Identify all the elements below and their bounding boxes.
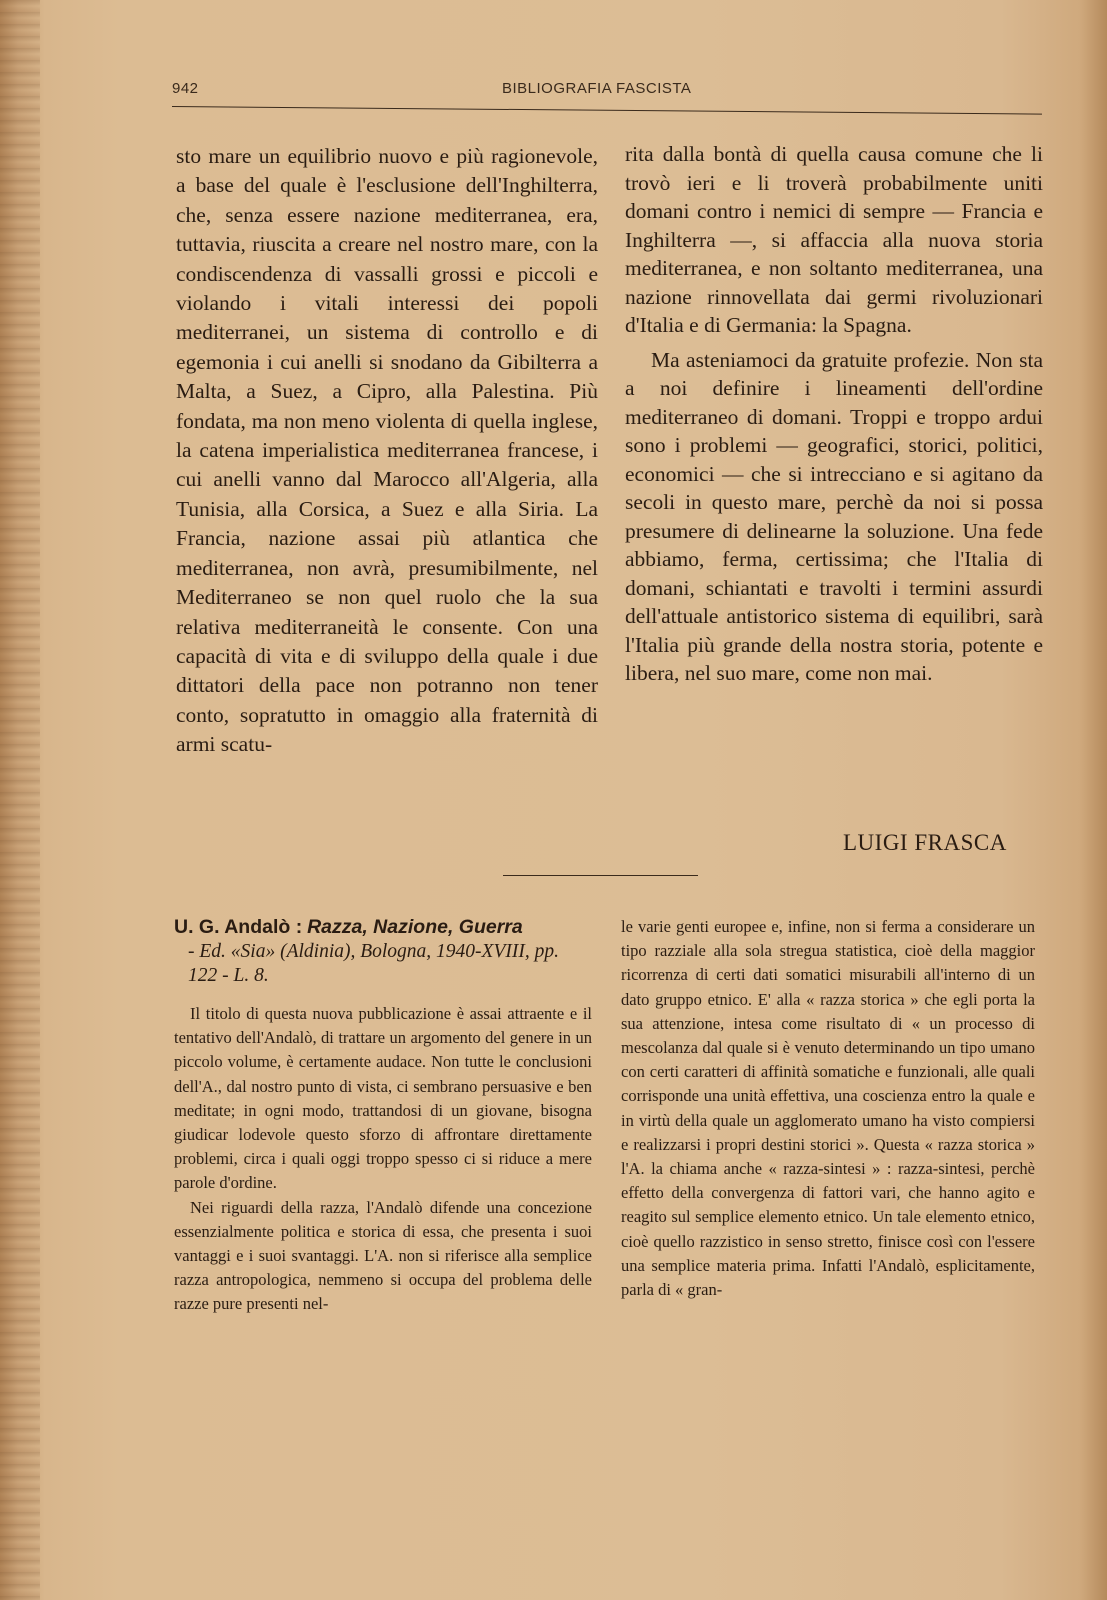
review-left-text: [174, 1002, 592, 1317]
section-divider: [503, 875, 698, 876]
bibliographic-entry: [174, 915, 592, 988]
review-paragraph-1: Il titolo di questa nuova pubblicazione è assai attraente e il tentativo dell'Andalò, di trattare un argomento del genere in un piccolo volume, è certamente audace. Non tutte le conclusioni dell'A., dal nostro punto di vista, ci sembrano persuasive e ben meditate; in ogni modo, trattandosi di un giovane, bisogna giudicar lodevole questo sforzo di affrontare direttamente problemi, circa i quali oggi troppo spesso ci si riduce a mere parole d'ordine.: [174, 1004, 592, 1193]
article1-left-column: [176, 142, 598, 760]
article1-left-text: sto mare un equilibrio nuovo e più ragionevole, a base del quale è l'esclusione dell'Inghilterra, che, senza essere nazione mediterranea, era, tuttavia, riuscita a creare nel nostro mare, con la condiscendenza di vassalli grossi e piccoli e violando i vitali interessi dei popoli mediterranei, un sistema di controllo e di egemonia i cui anelli si snodano da Gibilterra a Malta, a Suez, a Cipro, alla Palestina. Più fondata, ma non meno violenta di quella inglese, la catena imperialistica mediterranea francese, i cui anelli vanno dal Marocco all'Algeria, alla Tunisia, alla Corsica, a Suez e alla Siria. La Francia, nazione assai più atlantica che mediterranea, non avrà, presumibilmente, nel Mediterraneo se non quel ruolo che la sua relativa mediterraneità le consente. Con una capacità di vita e di sviluppo della quale i due dittatori della pace non potranno non tener conto, sopratutto in omaggio alla fraternità di armi scatu-: [176, 144, 598, 757]
review-right-text: le varie genti europee e, infine, non si ferma a considerare un tipo razziale alla sola stregua statistica, cioè della maggior ricorrenza di certi dati somatici misurabili all'interno di un dato gruppo etnico. E' alla « razza storica » che egli porta la sua attenzione, intesa come risultato di « un processo di mescolanza dal quale si è venuto determinando un tipo umano con certi caratteri di affinità somatiche e funzionali, alle quali corrisponde una unità effettiva, una coscienza entro la quale e in virtù della quale un agglomerato umano ha visto compiersi e realizzarsi i propri destini storici ». Questa « razza storica » l'A. la chiama anche « razza-sintesi » : razza-sintesi, perchè effetto della convergenza di fattori vari, che hanno agito e reagito sul semplice elemento etnico. Un tale elemento etnico, cioè quello razzistico in senso stretto, finisce così con l'essere una semplice materia prima. Infatti l'Andalò, esplicitamente, parla di « gran-: [621, 917, 1035, 1300]
page-number: 942: [172, 80, 199, 97]
article1-right-paragraph-1: rita dalla bontà di quella causa comune che li trovò ieri e li troverà probabilmente uniti domani contro i nemici di sempre — Francia e Inghilterra —, si affaccia alla nuova storia mediterranea, e non soltanto mediterranea, una nazione rinnovellata dai germi rivoluzionari d'Italia e di Germania: la Spagna.: [625, 142, 1043, 337]
header-rule: [172, 106, 1042, 115]
running-header: [172, 80, 1042, 104]
entry-title: Razza, Nazione, Guerra: [307, 916, 523, 938]
article2-left-column: [174, 915, 592, 1317]
review-paragraph-2: Nei riguardi della razza, l'Andalò difende una concezione essenzialmente politica e storica di essa, che presenta i suoi vantaggi e i suoi svantaggi. L'A. non si riferisce alla semplice razza antropologica, nemmeno si occupa del problema delle razze pure presenti nel-: [174, 1197, 592, 1314]
entry-author: U. G. Andalò :: [174, 916, 303, 938]
article1-right-column: [625, 140, 1043, 688]
entry-publication: - Ed. «Sia» (Aldinia), Bologna, 1940-XVIII, pp. 122 - L. 8.: [188, 941, 559, 986]
running-title: BIBLIOGRAFIA FASCISTA: [502, 80, 692, 97]
author-signature: LUIGI FRASCA: [843, 830, 1007, 855]
article1-right-paragraph-2: Ma asteniamoci da gratuite profezie. Non sta a noi definire i lineamenti dell'ordine mediterraneo di domani. Troppi e troppo ardui sono i problemi — geografici, storici, politici, economici — che si intrecciano e si agitano da secoli in questo mare, perchè da noi si possa presumere di delinearne la soluzione. Una fede abbiamo, ferma, certissima; che l'Italia di domani, schiantati e travolti i termini assurdi dell'attuale antistorico sistema di equilibri, sarà l'Italia più grande della nostra storia, potente e libera, nel suo mare, come non mai.: [625, 347, 1043, 685]
article2-right-column: [621, 915, 1035, 1302]
page-spine-shadow: [0, 0, 40, 1600]
